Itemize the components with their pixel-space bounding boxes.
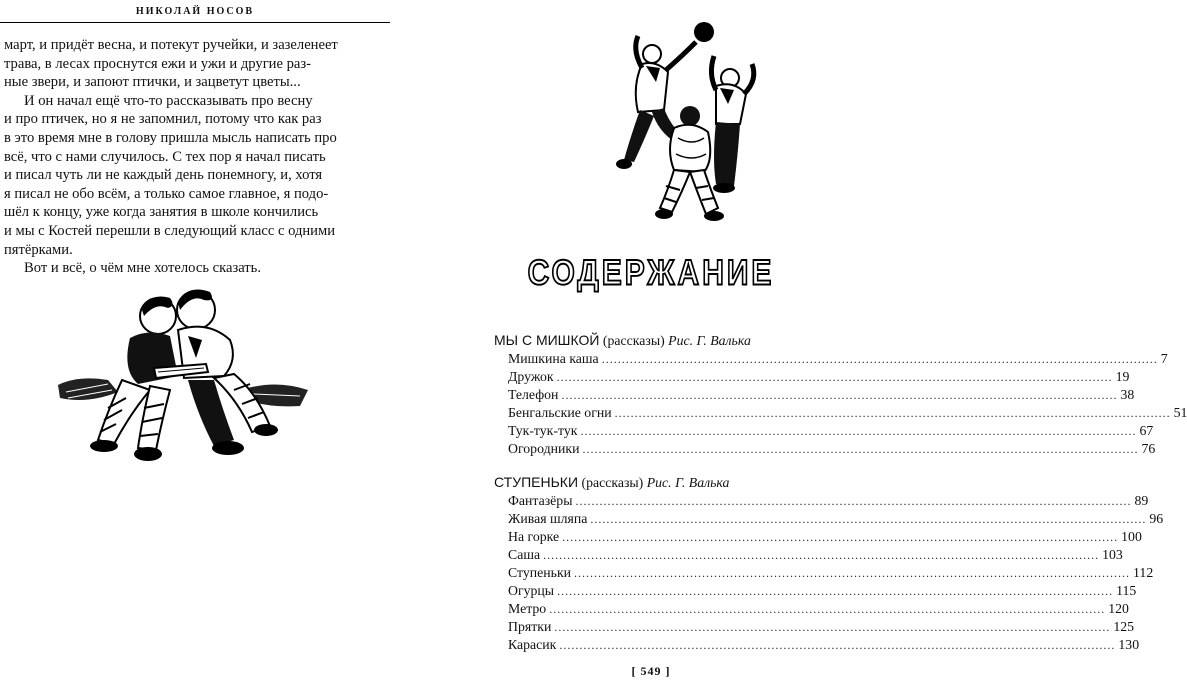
toc-entry[interactable] bbox=[494, 350, 1168, 368]
text-line: И он начал ещё что-то рассказывать про весну bbox=[24, 92, 313, 109]
leader-dots bbox=[557, 582, 1113, 600]
toc-title: СОДЕРЖАНИЕ bbox=[527, 254, 775, 293]
section-heading bbox=[494, 330, 870, 350]
text-line: шёл к концу, уже когда занятия в школе кончились bbox=[4, 204, 319, 221]
boys-reading-illustration bbox=[38, 280, 316, 480]
entry-page: 19 bbox=[1115, 369, 1130, 384]
toc-entry[interactable] bbox=[494, 600, 1129, 618]
entry-page: 125 bbox=[1113, 619, 1135, 634]
story-text bbox=[4, 36, 388, 278]
leader-dots bbox=[559, 636, 1115, 654]
text-line: март, и придёт весна, и потекут ручейки, и зазеленеет bbox=[4, 37, 338, 53]
leader-dots bbox=[554, 618, 1110, 636]
entry-page: 89 bbox=[1134, 493, 1149, 508]
toc-entry[interactable] bbox=[494, 510, 1164, 528]
toc-entry[interactable] bbox=[494, 582, 1137, 600]
entry-page: 51 bbox=[1173, 405, 1187, 420]
entry-title: Живая шляпа bbox=[508, 511, 588, 526]
section-name: СТУПЕНЬКИ bbox=[494, 474, 579, 490]
entry-title: Огородники bbox=[508, 441, 580, 456]
text-line: и про птичек, но я не запомнил, потому что как раз bbox=[4, 111, 322, 128]
toc-entry[interactable] bbox=[494, 618, 1135, 636]
right-page bbox=[434, 0, 1187, 685]
entry-page: 96 bbox=[1149, 511, 1164, 526]
section-type: (рассказы) bbox=[602, 333, 665, 348]
entry-title: Бенгальские огни bbox=[508, 405, 612, 420]
section-name: МЫ С МИШКОЙ bbox=[494, 332, 600, 348]
toc-entry[interactable] bbox=[494, 404, 1187, 422]
toc-entry[interactable] bbox=[494, 528, 1142, 546]
toc-entry[interactable] bbox=[494, 492, 1149, 510]
text-line: в это время мне в голову пришла мысль написать про bbox=[4, 129, 337, 146]
text-line: трава, в лесах проснутся ежи и ужи и другие раз- bbox=[4, 55, 312, 72]
entry-title: Телефон bbox=[508, 387, 559, 402]
section-artist: Рис. Г. Валька bbox=[646, 475, 730, 490]
entry-title: Тук-тук-тук bbox=[508, 423, 578, 438]
text-line: и писал чуть ли не каждый день понемногу, и, хотя bbox=[4, 167, 323, 184]
paragraph bbox=[4, 92, 388, 259]
leader-dots bbox=[562, 528, 1118, 546]
text-line: и мы с Костей перешли в следующий класс с одними bbox=[4, 222, 336, 239]
toc-entry[interactable] bbox=[494, 440, 1156, 458]
toc-entry[interactable] bbox=[494, 636, 1140, 654]
text-line: всё, что с нами случилось. С тех пор я начал писать bbox=[4, 148, 326, 165]
entry-title: Фантазёры bbox=[508, 493, 573, 508]
toc-entry[interactable] bbox=[494, 386, 1135, 404]
leader-dots bbox=[557, 368, 1113, 386]
running-head-rule bbox=[0, 22, 390, 23]
leader-dots bbox=[543, 546, 1099, 564]
entry-title: Мишкина каша bbox=[508, 351, 599, 366]
leader-dots bbox=[582, 440, 1138, 458]
leader-dots bbox=[561, 386, 1117, 404]
boys-playing-ball-illustration bbox=[612, 20, 762, 226]
leader-dots bbox=[575, 492, 1131, 510]
entry-title: Огурцы bbox=[508, 583, 555, 598]
section-artist: Рис. Г. Валька bbox=[668, 333, 751, 348]
paragraph bbox=[4, 259, 388, 278]
entry-page: 76 bbox=[1141, 441, 1156, 456]
leader-dots bbox=[574, 564, 1130, 582]
toc-section bbox=[494, 330, 1187, 458]
text-line: пятёрками. bbox=[4, 241, 73, 258]
leader-dots bbox=[615, 404, 1171, 422]
toc-entry[interactable] bbox=[494, 564, 1154, 582]
paragraph bbox=[4, 36, 388, 92]
toc-entry[interactable] bbox=[494, 368, 1130, 386]
entry-title: Прятки bbox=[508, 619, 552, 634]
running-head: НИКОЛАЙ НОСОВ bbox=[135, 6, 255, 17]
entry-title: Дружок bbox=[508, 369, 554, 384]
toc-entry[interactable] bbox=[494, 422, 1154, 440]
page-number: [ 549 ] bbox=[631, 664, 671, 678]
toc-section bbox=[494, 472, 1164, 654]
entry-page: 130 bbox=[1118, 637, 1140, 652]
entry-page: 115 bbox=[1116, 583, 1137, 598]
entry-title: Карасик bbox=[508, 637, 557, 652]
entry-page: 7 bbox=[1160, 351, 1168, 366]
section-heading bbox=[494, 472, 870, 492]
entry-page: 38 bbox=[1120, 387, 1135, 402]
entry-page: 103 bbox=[1102, 547, 1123, 562]
entry-page: 67 bbox=[1139, 423, 1154, 438]
entry-page: 100 bbox=[1121, 529, 1142, 544]
entry-title: Метро bbox=[508, 601, 547, 616]
text-line: я писал не обо всём, а только самое главное, я подо- bbox=[4, 185, 329, 202]
leader-dots bbox=[580, 422, 1136, 440]
entry-page: 112 bbox=[1133, 565, 1154, 580]
entry-title: На горке bbox=[508, 529, 560, 544]
entry-title: Саша bbox=[508, 547, 541, 562]
section-type: (рассказы) bbox=[581, 475, 644, 490]
entry-title: Ступеньки bbox=[508, 565, 572, 580]
text-line: Вот и всё, о чём мне хотелось сказать. bbox=[24, 260, 261, 277]
leader-dots bbox=[590, 510, 1146, 528]
toc-entry[interactable] bbox=[494, 546, 1123, 564]
text-line: ные звери, и запоют птички, и зацветут цветы... bbox=[4, 74, 301, 91]
leader-dots bbox=[549, 600, 1105, 618]
left-page bbox=[0, 0, 434, 685]
entry-page: 120 bbox=[1108, 601, 1129, 616]
leader-dots bbox=[602, 350, 1158, 368]
